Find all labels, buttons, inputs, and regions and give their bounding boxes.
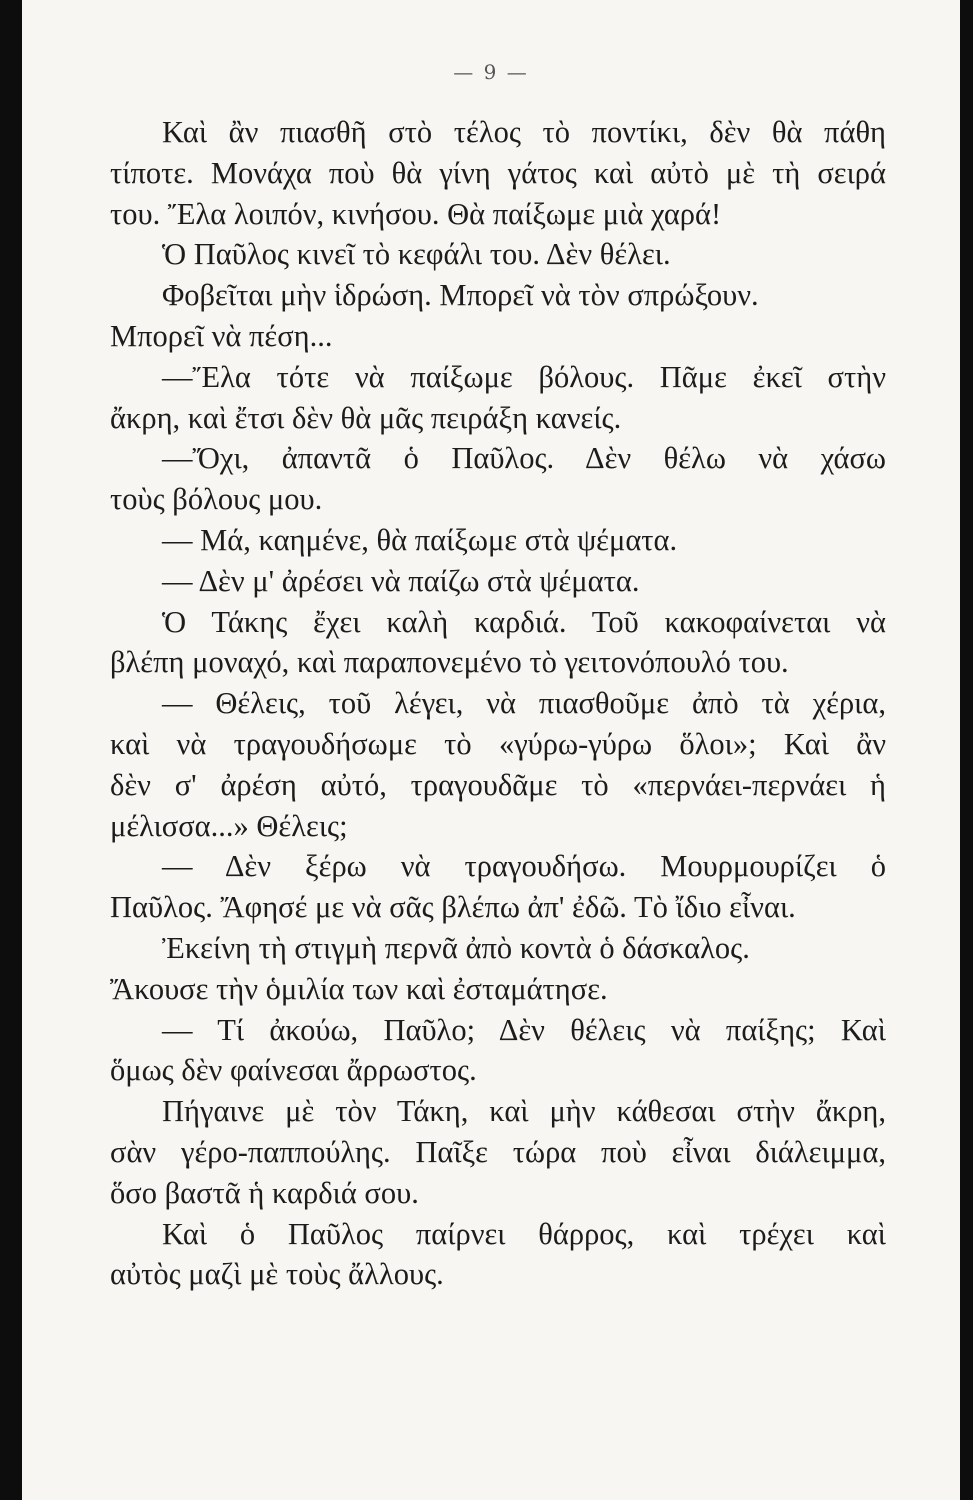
book-page: [22, 0, 960, 1500]
text-line: ὅμως δὲν φαίνεσαι ἄρρωστος.: [110, 1053, 477, 1088]
text-line: Παῦλος. Ἄφησέ με νὰ σᾶς βλέπω ἀπ' ἐδῶ. Τὸ ἴδιο εἶναι.: [110, 890, 796, 925]
text-line: μέλισσα...» Θέλεις;: [110, 808, 348, 843]
text-line: ἄκρη, καὶ ἔτσι δὲν θὰ μᾶς πειράξη κανείς.: [110, 400, 622, 435]
text-line: καὶ νὰ τραγουδήσωμε τὸ «γύρω-γύρω ὅλοι»; Καὶ ἂν: [110, 726, 886, 761]
text-line: δὲν σ' ἀρέση αὐτό, τραγουδᾶμε τὸ «περνάει-περνάει ἡ: [110, 767, 886, 802]
text-line: σὰν γέρο-παππούλης. Παῖξε τώρα ποὺ εἶναι διάλειμμα,: [110, 1134, 886, 1169]
text-line: Μπορεῖ νὰ πέση...: [110, 318, 333, 353]
text-line: — Δὲν μ' ἀρέσει νὰ παίζω στὰ ψέματα.: [162, 563, 640, 598]
text-line: αὐτὸς μαζὶ μὲ τοὺς ἄλλους.: [110, 1257, 444, 1292]
text-line: — Δὲν ξέρω νὰ τραγουδήσω. Μουρμουρίζει ὁ: [162, 849, 886, 884]
text-line: ὅσο βαστᾶ ἡ καρδιά σου.: [110, 1175, 419, 1210]
text-line: Ἄκουσε τὴν ὁμιλία των καὶ ἐσταμάτησε.: [110, 971, 608, 1006]
text-line: — Θέλεις, τοῦ λέγει, νὰ πιασθοῦμε ἀπὸ τὰ χέρια,: [162, 686, 886, 721]
page-number: — 9 —: [453, 60, 529, 84]
text-line: του. Ἔλα λοιπόν, κινήσου. Θὰ παίξωμε μιὰ χαρά!: [110, 196, 722, 231]
text-line: — Τί ἀκούω, Παῦλο; Δὲν θέλεις νὰ παίξης; Καὶ: [162, 1012, 886, 1047]
text-line: τίποτε. Μονάχα ποὺ θὰ γίνη γάτος καὶ αὐτὸ μὲ τὴ σειρά: [110, 155, 886, 190]
text-line: Ἐκείνη τὴ στιγμὴ περνᾶ ἀπὸ κοντὰ ὁ δάσκαλος.: [162, 930, 750, 965]
page-text: [110, 112, 886, 1295]
text-line: βλέπη μοναχό, καὶ παραπονεμένο τὸ γειτονόπουλό του.: [110, 645, 789, 680]
text-line: Καὶ ὁ Παῦλος παίρνει θάρρος, καὶ τρέχει καὶ: [162, 1216, 886, 1251]
text-line: Πήγαινε μὲ τὸν Τάκη, καὶ μὴν κάθεσαι στὴν ἄκρη,: [162, 1094, 886, 1129]
text-line: —Ὄχι, ἀπαντᾶ ὁ Παῦλος. Δὲν θέλω νὰ χάσω: [162, 441, 886, 476]
text-line: Καὶ ἂν πιασθῆ στὸ τέλος τὸ ποντίκι, δὲν θὰ πάθη: [162, 115, 886, 149]
text-line: —Ἔλα τότε νὰ παίξωμε βόλους. Πᾶμε ἐκεῖ στὴν: [162, 359, 886, 394]
text-line: Ὁ Τάκης ἔχει καλὴ καρδιά. Τοῦ κακοφαίνεται νὰ: [162, 604, 886, 639]
text-line: Ὁ Παῦλος κινεῖ τὸ κεφάλι του. Δὲν θέλει.: [162, 237, 671, 272]
text-line: τοὺς βόλους μου.: [110, 482, 323, 517]
text-line: Φοβεῖται μὴν ἱδρώση. Μπορεῖ νὰ τὸν σπρώξουν.: [162, 278, 759, 313]
text-line: — Μά, καημένε, θὰ παίξωμε στὰ ψέματα.: [162, 522, 678, 557]
